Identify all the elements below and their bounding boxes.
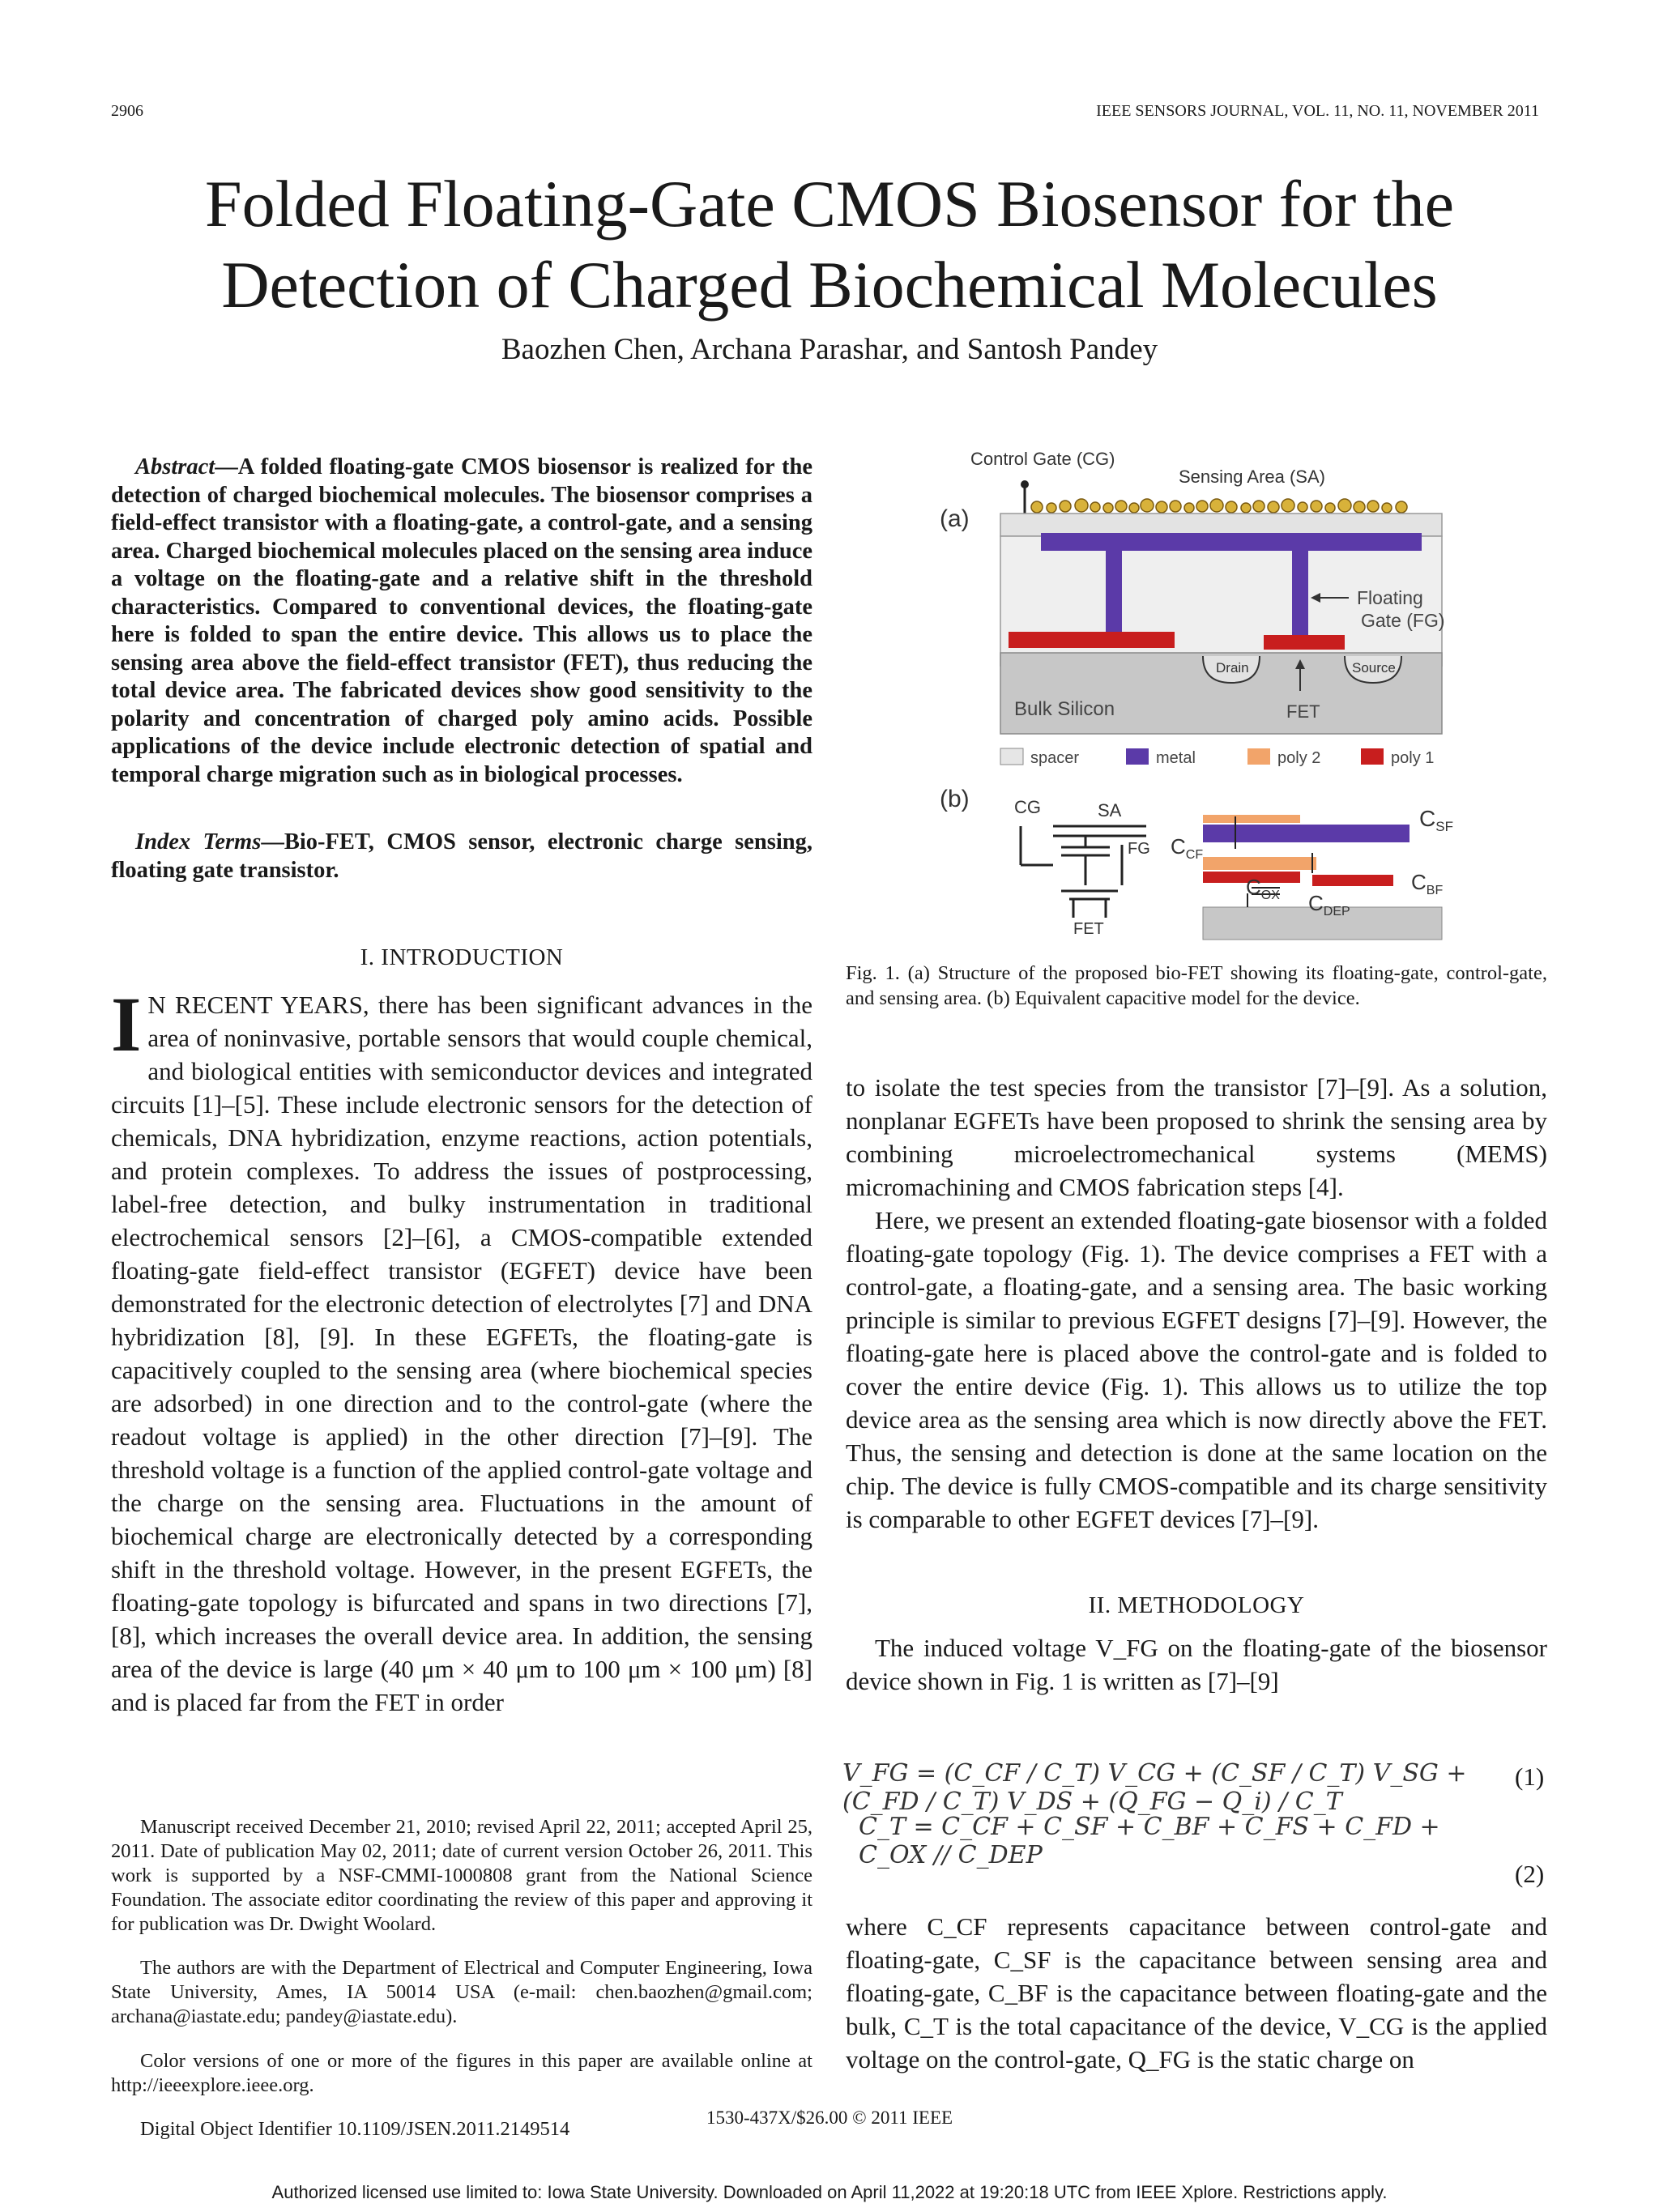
right-paragraph-2: Here, we present an extended floating-gate biosensor with a folded floating-gate topology (Fig. 1). The device comprises a FET with a control-gate, a floating-gate, and a sensing area. The basic working principle is similar to previous EGFET designs [7]–[9]. However, the floating-gate here is placed above the control-gate and is folded to cover the entire device (Fig. 1). This allows us to utilize the top device area as the sensing area which is now directly above the FET. Thus, the sensing and detection is done at the same location on the chip. The device is fully CMOS-compatible and its charge sensitivity is comparable to other EGFET devices [7]–[9]. [846, 1206, 1547, 1533]
author-list: Baozhen Chen, Archana Parashar, and Santosh Pandey [501, 333, 1158, 366]
legend-swatch-metal [1126, 748, 1149, 765]
floating-gate-via-right [1292, 551, 1308, 640]
label-control-gate: Control Gate (CG) [970, 449, 1115, 469]
poly1-right [1264, 635, 1345, 650]
copyright-line: 1530-437X/$26.00 © 2011 IEEE [706, 2108, 953, 2128]
poly2-strip [1203, 815, 1300, 823]
index-terms [111, 829, 812, 884]
index-terms-label: Index Terms [135, 829, 262, 855]
spacer-top-layer [1000, 514, 1442, 536]
equation-1: V_FG = (C_CF / C_T) V_CG + (C_SF / C_T) V_SG + (C_FD / C_T) V_DS + (Q_FG − Q_i) / C_T [842, 1759, 1467, 1816]
label-c-ox: $C_{OX}$ [1246, 875, 1280, 902]
equation-2: C_T = C_CF + C_SF + C_BF + C_FS + C_FD + C_OX // C_DEP [859, 1813, 1440, 1869]
introduction-body [111, 981, 812, 1719]
right-paragraph-1: to isolate the test species from the transistor [7]–[9]. As a solution, nonplanar EGFETs have been proposed to shrink the sensing area by combining microelectromechanical systems (MEMS) micromachining and CMOS fabrication steps [4]. [846, 1073, 1547, 1201]
legend-poly1: poly 1 [1391, 749, 1435, 767]
biochemical-molecules [1031, 499, 1407, 513]
label-fet-b: FET [1073, 920, 1104, 938]
floating-gate-top-metal [1041, 533, 1422, 551]
label-panel-b: (b) [940, 786, 970, 812]
methodology-paragraph-2 [846, 1910, 1547, 2076]
label-sa: SA [1098, 800, 1122, 820]
where-paragraph: where C_CF represents capacitance between control-gate and floating-gate, C_SF is the capacitance between sensing area and floating-gate, C_BF is the capacitance between floating-gate and the bulk, C_T is the total capacitance of the device, V_CG is the applied voltage on the control-gate, Q_FG is the static charge on [846, 1912, 1547, 2073]
abstract [111, 454, 812, 789]
equation-1-number: (1) [1515, 1762, 1545, 1791]
page-number: 2906 [111, 102, 143, 120]
label-c-sf: $C_{SF}$ [1419, 806, 1453, 834]
footnote-doi: Digital Object Identifier 10.1109/JSEN.2011.2149514 [140, 2118, 570, 2140]
methodology-intro [846, 1631, 1547, 1698]
label-c-bf: $C_{BF}$ [1411, 870, 1444, 897]
legend-swatch-poly2 [1247, 748, 1270, 765]
figure-1-caption: Fig. 1. (a) Structure of the proposed bio-FET showing its floating-gate, control-gate, and sensing area. (b) Equivalent capacitive model for the device. [846, 962, 1547, 1009]
right-column-body [846, 1071, 1547, 1536]
license-notice: Authorized licensed use limited to: Iowa State University. Downloaded on April 11,2022 at 19:20:18 UTC from IEEE Xplore. Restrictions apply. [271, 2182, 1388, 2202]
label-source: Source [1352, 660, 1396, 676]
legend-spacer: spacer [1030, 749, 1080, 767]
figure-1 [923, 444, 1474, 946]
paper-title-line-1: Folded Floating-Gate CMOS Biosensor for the [205, 167, 1454, 241]
footnote-authors: The authors are with the Department of Electrical and Computer Engineering, Iowa State University, Ames, IA 50014 USA (e-mail: chen.baozhen@gmail.com; archana@iastate.edu; pandey@iastate.edu). [111, 1957, 812, 2027]
poly1-left [1009, 632, 1175, 648]
legend-poly2: poly 2 [1277, 749, 1321, 767]
section-heading-methodology: II. METHODOLOGY [1088, 1592, 1305, 1618]
abstract-label: Abstract [135, 454, 215, 479]
paper-title-line-2: Detection of Charged Biochemical Molecules [221, 248, 1438, 322]
floating-gate-via-left [1106, 551, 1122, 632]
label-fg: FG [1128, 840, 1150, 858]
legend-swatch-spacer [1000, 748, 1023, 765]
label-fet: FET [1286, 701, 1320, 722]
control-gate-terminal [1021, 480, 1029, 488]
label-drain: Drain [1216, 660, 1249, 676]
label-bulk-silicon: Bulk Silicon [1014, 698, 1115, 720]
poly1-plate-b-right [1312, 875, 1393, 886]
label-c-cf: $C_{CF}$ [1171, 834, 1204, 862]
label-floating-gate-1: Floating [1357, 587, 1423, 608]
introduction-text: N RECENT YEARS, there has been significant advances in the area of noninvasive, portable sensors that would couple chemical, and biological entities with semiconductor devices and integrated circuits [1]–[5]. These include electronic sensors for the detection of chemicals, DNA hybridization, enzyme reactions, action potentials, and protein complexes. To address the issues of postprocessing, label-free detection, and bulky instrumentation in traditional electrochemical sensors [2]–[6], a CMOS-compatible extended floating-gate field-effect transistor (EGFET) device have been demonstrated for the electronic detection of electrolytes [7] and DNA hybridization [8], [9]. In these EGFETs, the floating-gate is capacitively coupled to the sensing area (where biochemical species are adsorbed) in one direction and to the control-gate (where the readout voltage is applied) in the other direction [7]–[9]. The threshold voltage is a function of the applied control-gate voltage and the charge on the sensing area. Fluctuations in the amount of biochemical charge are electronically detected by a corresponding shift in the threshold voltage. However, in the present EGFETs, the floating-gate topology is bifurcated and spans in two directions [7], [8], which increases the overall device area. In addition, the sensing area of the device is large (40 μm × 40 μm to 100 μm × 100 μm) [8] and is placed far from the FET in order [111, 991, 812, 1716]
journal-header: IEEE SENSORS JOURNAL, VOL. 11, NO. 11, NOVEMBER 2011 [1096, 102, 1539, 120]
footnote-color: Color versions of one or more of the figures in this paper are available online at http://ieeexplore.ieee.org. [111, 2049, 812, 2096]
label-panel-a: (a) [940, 505, 970, 532]
abstract-text: —A folded floating-gate CMOS biosensor is realized for the detection of charged biochemical molecules. The biosensor comprises a field-effect transistor with a floating-gate, a control-gate, and a sensing area. Charged biochemical molecules placed on the sensing area induce a voltage on the floating-gate and a relative shift in the threshold characteristics. Compared to conventional devices, the floating-gate here is folded to span the entire device. This allows us to place the sensing area above the field-effect transistor (FET), thus reducing the total device area. The fabricated devices show good sensitivity to the polarity and concentration of charged poly amino acids. Possible applications of the device include electronic detection of spatial and temporal charge migration such as in biological processes. [111, 454, 812, 787]
footnotes [111, 1795, 812, 2162]
drop-cap: I [111, 981, 142, 1068]
footnote-manuscript: Manuscript received December 21, 2010; revised April 22, 2011; accepted April 25, 2011. Date of publication May 02, 2011; date of current version October 26, 2011. This work is supported by a NSF-CMMI-1000808 grant from the National Science Foundation. The associate editor coordinating the review of this paper and approving it for publication was Dr. Dwight Woolard. [111, 1815, 812, 1935]
legend-metal: metal [1156, 749, 1196, 767]
section-heading-introduction: I. INTRODUCTION [360, 944, 564, 970]
label-cg: CG [1014, 797, 1041, 817]
equation-2-number: (2) [1515, 1860, 1545, 1888]
label-c-dep: $C_{DEP}$ [1308, 891, 1350, 918]
methodology-paragraph: The induced voltage V_FG on the floating-gate of the biosensor device shown in Fig. 1 is written as [7]–[9] [846, 1634, 1547, 1695]
legend-swatch-poly1 [1361, 748, 1384, 765]
label-sensing-area: Sensing Area (SA) [1179, 467, 1325, 487]
metal-plate-b [1203, 825, 1410, 842]
poly2-plate-b [1203, 857, 1316, 870]
label-floating-gate-2: Gate (FG) [1361, 610, 1445, 631]
index-terms-text: —Bio-FET, CMOS sensor, electronic charge sensing, floating gate transistor. [111, 829, 812, 883]
